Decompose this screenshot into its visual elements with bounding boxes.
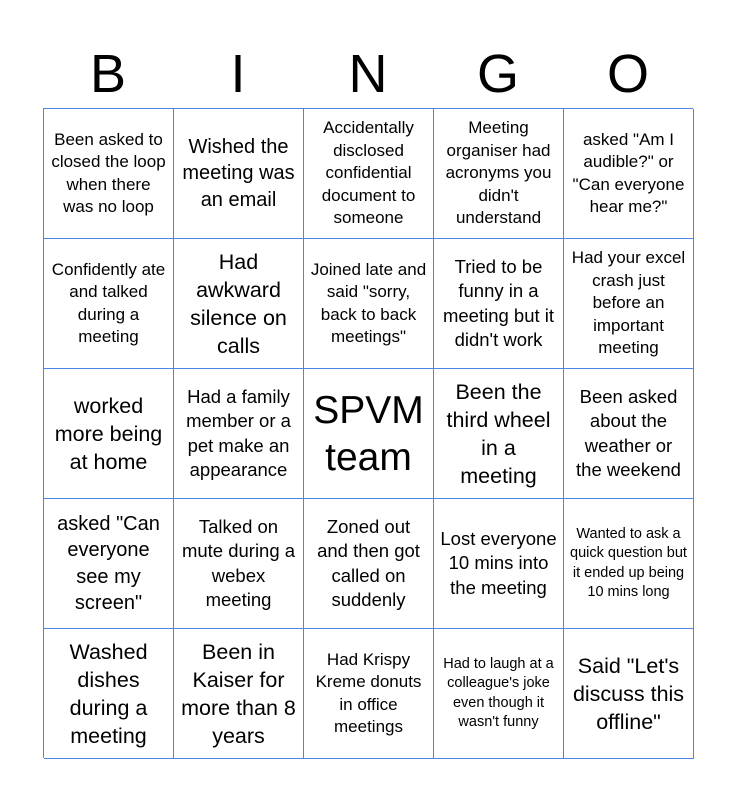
cell-text: Tried to be funny in a meeting but it didn't work bbox=[442, 255, 555, 350]
header-letter-i: I bbox=[230, 44, 246, 104]
bingo-cell[interactable] bbox=[304, 499, 434, 629]
header-letter-n: N bbox=[348, 44, 388, 104]
header-letter-b: B bbox=[89, 44, 127, 104]
cell-text: Wished the meeting was an email bbox=[182, 135, 295, 211]
bingo-cell[interactable] bbox=[304, 629, 434, 759]
bingo-cell[interactable] bbox=[564, 499, 694, 629]
cell-text: Said "Let's discuss this offline" bbox=[572, 653, 685, 734]
bingo-cell[interactable] bbox=[434, 109, 564, 239]
cell-text: Lost everyone 10 mins into the meeting bbox=[440, 527, 557, 598]
cell-text: Been the third wheel in a meeting bbox=[446, 379, 551, 488]
bingo-cell[interactable] bbox=[44, 369, 174, 499]
cell-text: Had a family member or a pet make an appearance bbox=[186, 385, 291, 480]
bingo-cell[interactable] bbox=[44, 239, 174, 369]
bingo-cell[interactable] bbox=[564, 239, 694, 369]
bingo-grid bbox=[43, 108, 693, 758]
bingo-cell[interactable] bbox=[434, 239, 564, 369]
cell-text: Had awkward silence on calls bbox=[190, 249, 287, 358]
bingo-cell[interactable] bbox=[174, 239, 304, 369]
cell-text: SPVM team bbox=[313, 388, 424, 479]
bingo-cell[interactable] bbox=[434, 369, 564, 499]
header-letter-o: O bbox=[606, 44, 649, 104]
cell-text: Had your excel crash just before an important meeting bbox=[571, 248, 686, 358]
bingo-cell[interactable] bbox=[44, 629, 174, 759]
cell-text: Been asked about the weather or the weekend bbox=[576, 385, 681, 480]
cell-text: Zoned out and then got called on suddenly bbox=[317, 515, 420, 610]
cell-text: Accidentally disclosed confidential document to someone bbox=[321, 118, 416, 228]
cell-text: Had to laugh at a colleague's joke even though it wasn't funny bbox=[443, 655, 554, 730]
bingo-header bbox=[43, 40, 693, 108]
bingo-cell[interactable] bbox=[564, 629, 694, 759]
cell-text: Had Krispy Kreme donuts in office meetings bbox=[315, 649, 422, 736]
bingo-cell[interactable] bbox=[434, 629, 564, 759]
cell-text: asked "Am I audible?" or "Can everyone hear me?" bbox=[572, 129, 685, 216]
bingo-cell[interactable] bbox=[174, 629, 304, 759]
bingo-cell[interactable] bbox=[304, 239, 434, 369]
cell-text: Been in Kaiser for more than 8 years bbox=[181, 639, 296, 748]
bingo-cell[interactable] bbox=[44, 499, 174, 629]
cell-text: Meeting organiser had acronyms you didn't understand bbox=[445, 118, 552, 228]
header-letter-g: G bbox=[476, 44, 519, 104]
cell-text: Talked on mute during a webex meeting bbox=[181, 515, 296, 610]
cell-text: Wanted to ask a quick question but it ended up being 10 mins long bbox=[570, 525, 687, 600]
bingo-cell[interactable] bbox=[174, 499, 304, 629]
free-space-cell[interactable] bbox=[304, 369, 434, 499]
cell-text: Been asked to closed the loop when there was no loop bbox=[51, 129, 166, 216]
bingo-cell[interactable] bbox=[174, 109, 304, 239]
cell-text: Joined late and said "sorry, back to back meetings" bbox=[310, 259, 427, 346]
bingo-cell[interactable] bbox=[174, 369, 304, 499]
bingo-cell[interactable] bbox=[44, 109, 174, 239]
cell-text: Confidently ate and talked during a meeting bbox=[51, 259, 166, 346]
bingo-cell[interactable] bbox=[304, 109, 434, 239]
bingo-cell[interactable] bbox=[564, 369, 694, 499]
bingo-cell[interactable] bbox=[434, 499, 564, 629]
bingo-cell[interactable] bbox=[564, 109, 694, 239]
cell-text: Washed dishes during a meeting bbox=[69, 639, 148, 748]
cell-text: asked "Can everyone see my screen" bbox=[57, 512, 160, 614]
cell-text: worked more being at home bbox=[54, 393, 163, 474]
